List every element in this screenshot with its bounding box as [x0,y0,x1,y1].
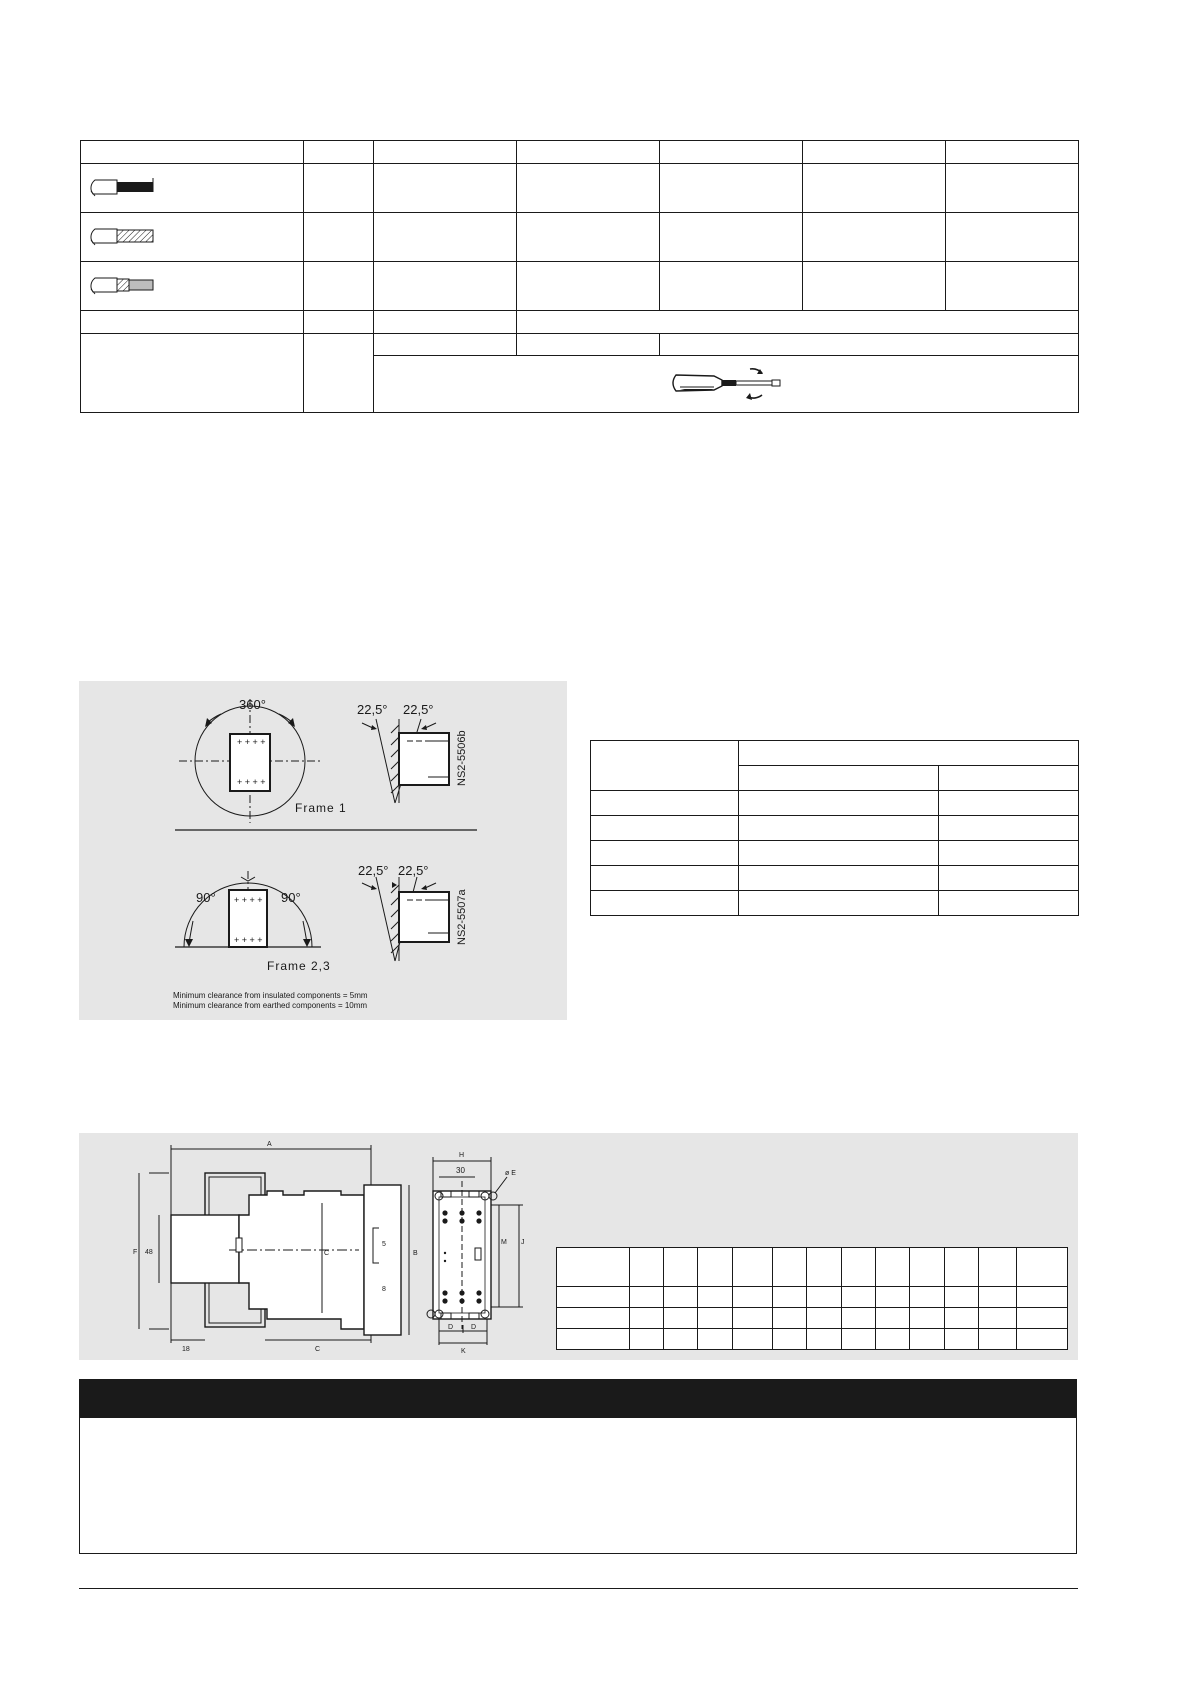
table-row [591,816,1079,841]
dim-c-mid-label: C [324,1250,330,1257]
wiring-table [80,140,1079,413]
mounting-diagram [79,681,567,1020]
stranded-cable-cell [81,213,304,262]
dim-k-label: K [461,1348,466,1355]
table-row [557,1287,1068,1308]
table-row [81,164,1079,213]
info-box [79,1379,1077,1554]
side-view-drawing [139,1145,409,1343]
angle-90-left: 90° [196,890,216,905]
dim-d-right-label: D [471,1324,477,1331]
cable-with-ferrule-icon [87,270,163,296]
dim-5-label: 5 [382,1241,386,1248]
screwdriver-icon [670,359,800,407]
dim-c-bottom-label: C [315,1346,321,1353]
dim-30-label: 30 [456,1166,465,1175]
angle-90-right: 90° [281,890,301,905]
dim-18-label: 18 [182,1346,190,1353]
table-row [557,1308,1068,1329]
drawing-ref-a: NS2-5506b [456,730,468,786]
frame1-rotation-drawing [179,697,347,823]
svg-text:+ + + +: + + + + [234,935,263,945]
frame23-rotation-drawing [175,871,331,973]
dim-b-label: B [413,1250,418,1257]
clearance-table [590,740,1079,916]
svg-text:+ + + +: + + + + [237,777,266,787]
angle-225-right: 22,5° [403,702,434,717]
dim-m-label: M [501,1239,507,1246]
stripped-stranded-cable-icon [87,221,163,247]
dim-a-label: A [267,1141,272,1148]
frame1-label: Frame 1 [295,801,347,815]
dim-h-label: H [459,1152,465,1159]
svg-text:+ + + +: + + + + [237,737,266,747]
info-box-heading-band [80,1380,1076,1418]
angle-225-left-b: 22,5° [358,863,389,878]
table-row [81,213,1079,262]
table-row [591,891,1079,916]
drawing-ref-b: NS2-5507a [456,889,468,945]
dim-j-label: J [521,1239,525,1246]
svg-text:+ + + +: + + + + [234,895,263,905]
table-row [557,1329,1068,1350]
angle-360-label: 360° [239,697,266,712]
frame23-label: Frame 2,3 [267,959,331,973]
dimensions-table [556,1247,1068,1350]
clearance-insulated-note: Minimum clearance from insulated components = 5mm [173,991,368,1000]
ferrule-cable-cell [81,262,304,311]
table-row [591,791,1079,816]
table-row [591,866,1079,891]
dim-8-label: 8 [382,1286,386,1293]
table-row [81,311,1079,334]
stripped-solid-cable-icon [87,172,163,198]
frame1-tilt-drawing [357,702,468,803]
table-header-row [557,1248,1068,1287]
mounting-positions-panel [79,681,567,1020]
solid-cable-cell [81,164,304,213]
table-row [81,334,1079,356]
footer-rule [79,1588,1078,1589]
table-header-row [591,741,1079,766]
dim-48-label: 48 [145,1249,153,1256]
table-row [81,262,1079,311]
dim-e-label: ø E [505,1170,516,1177]
angle-225-right-b: 22,5° [398,863,429,878]
table-header-row [81,141,1079,164]
angle-225-left: 22,5° [357,702,388,717]
dim-f-label: F [133,1249,138,1256]
dim-d-left-label: D [448,1324,454,1331]
table-row [591,841,1079,866]
front-view-drawing [419,1133,539,1360]
clearance-earthed-note: Minimum clearance from earthed components = 10mm [173,1001,368,1010]
frame23-tilt-drawing [358,863,468,961]
